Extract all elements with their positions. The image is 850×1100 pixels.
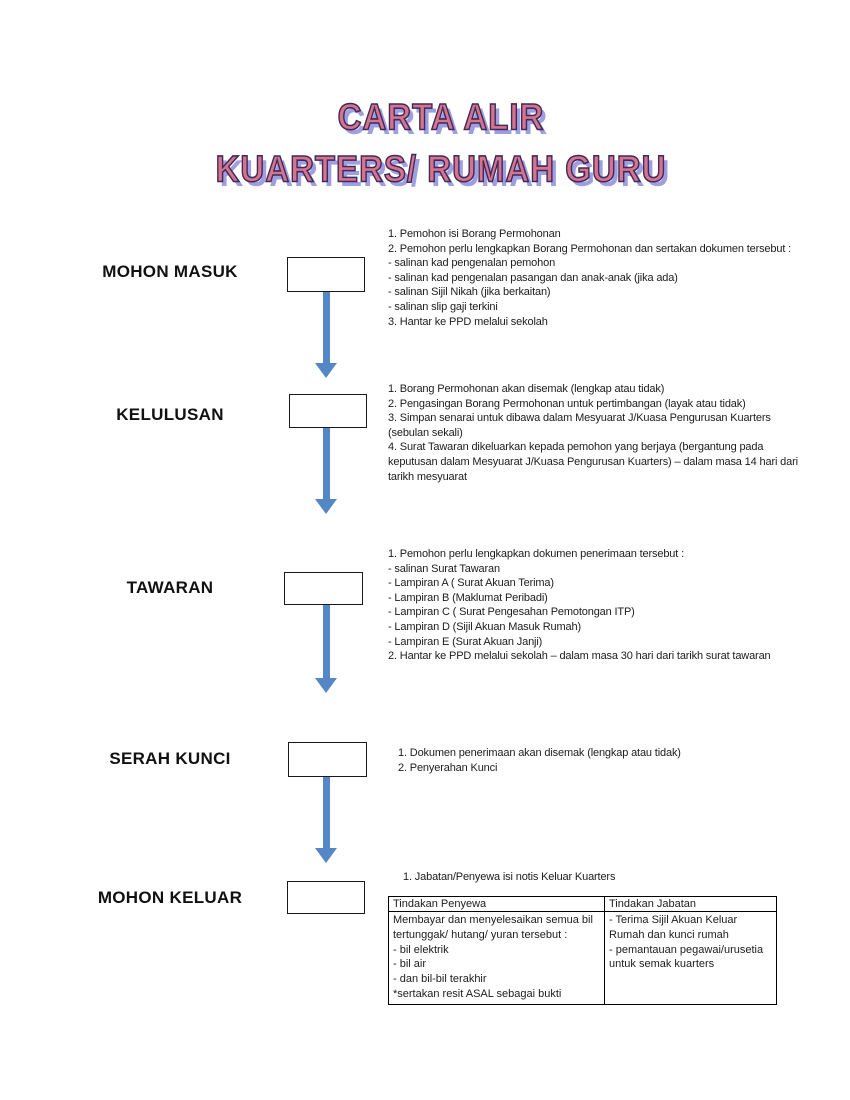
flow-box-tawaran — [284, 572, 363, 605]
table-header-tindakan-penyewa: Tindakan Penyewa — [389, 897, 605, 912]
text-line: Membayar dan menyelesaikan semua bil — [393, 914, 593, 926]
text-line: Rumah dan kunci rumah — [609, 928, 729, 941]
text-line: - Lampiran A ( Surat Akuan Terima) — [388, 577, 554, 590]
text-line: 1. Jabatan/Penyewa isi notis Keluar Kuarters — [403, 871, 616, 883]
notes-tawaran — [388, 547, 848, 664]
flow-box-kelulusan — [289, 394, 367, 428]
text-line: 1. Borang Permohonan akan disemak (lengkap atau tidak) — [388, 383, 665, 395]
arrow-shaft — [323, 605, 330, 678]
arrow-head-icon — [315, 848, 337, 863]
text-line: 2. Penyerahan Kunci — [398, 761, 498, 774]
text-line: - pemantauan pegawai/urusetia — [609, 943, 764, 956]
flow-arrow-down-4 — [315, 777, 337, 863]
table-row — [389, 912, 777, 1005]
text-line: - salinan slip gaji terkini — [388, 300, 498, 313]
text-line: - salinan Surat Tawaran — [388, 562, 500, 575]
text-line: 2. Pemohon perlu lengkapkan Borang Permohonan dan sertakan dokumen tersebut : — [388, 242, 792, 255]
flow-arrow-down-2 — [315, 428, 337, 514]
arrow-shaft — [323, 292, 330, 363]
text-line: *sertakan resit ASAL sebagai bukti — [393, 987, 562, 1000]
text-line: 1. Dokumen penerimaan akan disemak (lengkap atau tidak) — [398, 747, 681, 759]
text-line: - salinan kad pengenalan pasangan dan anak-anak (jika ada) — [388, 271, 678, 284]
action-table-body — [389, 912, 777, 1005]
page-title-line-2: KUARTERS/ RUMAH GURU — [215, 148, 667, 190]
text-line: - Terima Sijil Akuan Keluar — [609, 914, 738, 926]
text-line: 2. Pengasingan Borang Permohonan untuk pertimbangan (layak atau tidak) — [388, 397, 746, 410]
text-line: untuk semak kuarters — [609, 958, 715, 971]
table-cell-tindakan-jabatan — [605, 912, 777, 1005]
text-line: - salinan Sijil Nikah (jika berkaitan) — [388, 286, 551, 299]
flow-box-serah-kunci — [288, 742, 367, 777]
action-table-header — [389, 897, 777, 912]
text-line: - Lampiran B (Maklumat Peribadi) — [388, 591, 548, 604]
table-header-tindakan-jabatan: Tindakan Jabatan — [605, 897, 777, 912]
flow-arrow-down-1 — [315, 292, 337, 378]
text-line: - bil elektrik — [393, 943, 449, 956]
table-cell-tindakan-penyewa — [389, 912, 605, 1005]
text-line: 2. Hantar ke PPD melalui sekolah – dalam masa 30 hari dari tarikh surat tawaran — [388, 650, 771, 663]
text-line: 1. Pemohon isi Borang Permohonan — [388, 228, 561, 240]
text-line: (sebulan sekali) — [388, 426, 463, 439]
text-line: keputusan dalam Mesyuarat J/Kuasa Pengurusan Kuarters) – dalam masa 14 hari dari — [388, 455, 798, 468]
arrow-shaft — [323, 428, 330, 499]
text-line: 1. Pemohon perlu lengkapkan dokumen penerimaan tersebut : — [388, 548, 684, 560]
stage-label-serah-kunci: SERAH KUNCI — [109, 749, 231, 768]
text-line: - salinan kad pengenalan pemohon — [388, 257, 556, 270]
action-table — [388, 896, 777, 1005]
page-title-line-1: CARTA ALIR — [337, 96, 545, 138]
notes-serah-kunci — [398, 746, 850, 775]
text-line: - Lampiran E (Surat Akuan Janji) — [388, 635, 543, 648]
text-line: tarikh mesyuarat — [388, 470, 467, 483]
notes-mohon-masuk — [388, 227, 848, 329]
arrow-head-icon — [315, 499, 337, 514]
text-line: - dan bil-bil terakhir — [393, 973, 487, 986]
stage-label-tawaran: TAWARAN — [126, 578, 214, 597]
arrow-head-icon — [315, 363, 337, 378]
text-line: tertunggak/ hutang/ yuran tersebut : — [393, 928, 568, 941]
text-line: - Lampiran D (Sijil Akuan Masuk Rumah) — [388, 620, 581, 633]
flow-box-mohon-keluar — [287, 881, 365, 914]
stage-label-mohon-masuk: MOHON MASUK — [102, 262, 238, 281]
stage-label-kelulusan: KELULUSAN — [116, 405, 224, 424]
stage-label-mohon-keluar: MOHON KELUAR — [97, 888, 243, 907]
notes-mohon-keluar — [403, 870, 850, 885]
flow-box-mohon-masuk — [287, 257, 365, 292]
arrow-head-icon — [315, 678, 337, 693]
notes-kelulusan — [388, 382, 848, 484]
text-line: - Lampiran C ( Surat Pengesahan Pemotongan ITP) — [388, 606, 635, 619]
text-line: 3. Hantar ke PPD melalui sekolah — [388, 315, 548, 328]
text-line: 3. Simpan senarai untuk dibawa dalam Mesyuarat J/Kuasa Pengurusan Kuarters — [388, 412, 771, 425]
text-line: 4. Surat Tawaran dikeluarkan kepada pemohon yang berjaya (bergantung pada — [388, 441, 764, 454]
text-line: - bil air — [393, 958, 427, 971]
flow-arrow-down-3 — [315, 605, 337, 693]
arrow-shaft — [323, 777, 330, 848]
